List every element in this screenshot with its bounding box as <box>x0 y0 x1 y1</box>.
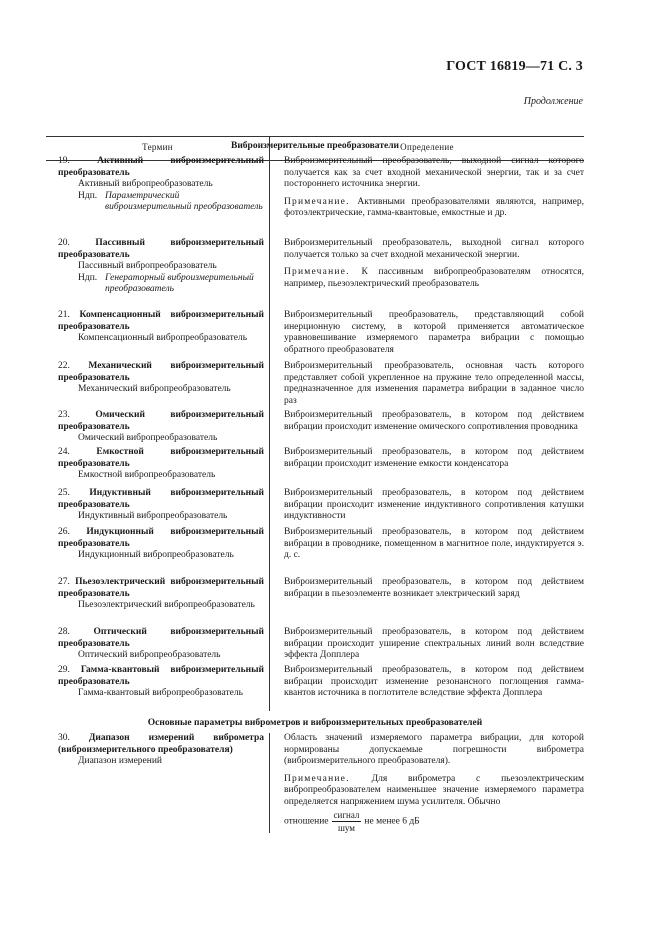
term-cell <box>58 733 264 768</box>
term-synonym: Пассивный вибропреобразователь <box>78 261 217 272</box>
definition-cell <box>284 361 584 407</box>
definition-text: Виброизмерительный преобразователь, в котором под действием вибрации происходит изменение индуктивного сопротивления катушки индуктивности <box>284 488 584 522</box>
term-synonym: Механический вибропреобразователь <box>78 384 231 395</box>
term-number: 23. <box>58 410 96 420</box>
term-name-line <box>58 577 264 600</box>
definition-text: Виброизмерительный преобразователь, в котором под действием вибрации в проводнике, помещенном в магнитное поле, индуктируется э. д. с. <box>284 527 584 561</box>
definition-cell <box>284 410 584 433</box>
formula-prefix: отношение <box>284 816 329 827</box>
term-name-line <box>58 361 264 384</box>
note-text: Для виброметра с пьезоэлектрическим вибропреобразователем наименьшее значение измеряемого параметра определяется напряжением шума усилителя. Обычно <box>284 773 584 807</box>
term-synonym: Гамма-квантовый вибропреобразователь <box>78 688 243 699</box>
section-heading-transducers-visible: Виброизмерительные преобразователи <box>230 141 400 151</box>
definition-text: Виброизмерительный преобразователь, в котором под действием вибрации происходит изменение резонансного поглощения гамма-квантов источника в поглотителе вследствие эффекта Допплера <box>284 665 584 699</box>
term-name-line <box>58 447 264 470</box>
term-name: Диапазон измерений виброметра (виброизмерительного преобразователя) <box>58 733 264 755</box>
deprecated-label: Ндп. <box>78 272 98 283</box>
term-cell <box>58 238 264 296</box>
note-label: Примечание. <box>284 196 358 207</box>
definition-cell <box>284 577 584 600</box>
term-cell <box>58 527 264 562</box>
term-name: Пьезоэлектрический виброизмерительный преобразователь <box>58 577 265 599</box>
term-name: Индуктивный виброизмерительный преобразователь <box>58 488 264 510</box>
term-cell <box>58 447 264 482</box>
term-synonym: Диапазон измерений <box>78 756 163 767</box>
table-top-rule <box>46 136 584 137</box>
note-text: Активными преобразователями являются, например, фотоэлектрические, гамма-квантовые, емкостные и др. <box>284 196 585 219</box>
page-header: ГОСТ 16819—71 С. 3 <box>446 59 583 74</box>
term-deprecated <box>58 191 264 214</box>
term-number: 27. <box>58 577 76 587</box>
term-name-line <box>58 665 264 688</box>
definition-cell <box>284 527 584 562</box>
term-number: 30. <box>58 733 89 743</box>
definition-cell <box>284 310 584 356</box>
note-label: Примечание. <box>284 267 362 278</box>
term-number: 29. <box>58 665 81 675</box>
column-header-definition: Определение <box>400 142 454 152</box>
term-synonym: Омический вибропреобразователь <box>78 433 218 444</box>
term-name: Оптический виброизмерительный преобразователь <box>58 627 265 649</box>
term-number: 21. <box>58 310 80 320</box>
ratio-fraction <box>332 809 362 834</box>
term-synonym: Компенсационный вибропреобразователь <box>78 333 248 344</box>
term-name: Индукционный виброизмерительный преобразователь <box>58 527 264 549</box>
term-number: 26. <box>58 527 87 537</box>
definition-text: Виброизмерительный преобразователь, представляющий собой инерционную систему, в которой применяется автоматическое уравновешивание измеряемого параметра вибрации с помощью обратного преобразователя <box>284 310 584 355</box>
column-header-term: Термин <box>142 142 173 152</box>
term-cell <box>58 488 264 523</box>
term-cell <box>58 410 264 445</box>
term-name-line <box>58 733 264 756</box>
term-name-line <box>58 527 264 550</box>
term-number: 28. <box>58 627 94 637</box>
note-formula <box>284 809 584 834</box>
term-cell <box>58 627 264 662</box>
definition-cell <box>284 488 584 523</box>
definition-text: Виброизмерительный преобразователь, в котором под действием вибрации происходит изменение емкости конденсатора <box>284 447 584 469</box>
deprecated-term: Параметрический виброизмерительный преобразователь <box>105 190 263 213</box>
definition-cell <box>284 447 584 470</box>
definition-text: Виброизмерительный преобразователь, в котором под действием вибрации происходит уширение спектральных линий волн вследствие эффекта Допплера <box>284 627 584 661</box>
definition-note <box>284 267 584 290</box>
term-name: Емкостной виброизмерительный преобразователь <box>58 447 265 469</box>
term-number: 24. <box>58 447 97 457</box>
term-cell <box>58 310 264 345</box>
term-synonym: Емкостной вибропреобразователь <box>78 470 216 481</box>
section-heading-parameters: Основные параметры виброметров и виброизмерительных преобразователей <box>147 718 483 728</box>
term-synonym: Пьезоэлектрический вибропреобразователь <box>78 600 255 611</box>
definition-text: Виброизмерительный преобразователь, в котором под действием вибрации происходит изменение омического сопротивления проводника <box>284 410 584 432</box>
term-cell <box>58 577 264 612</box>
term-name-line <box>58 488 264 511</box>
definition-cell <box>284 733 584 834</box>
term-number: 19. <box>58 156 98 166</box>
term-synonym: Индуктивный вибропреобразователь <box>78 511 228 522</box>
term-number: 22. <box>58 361 89 371</box>
term-name: Компенсационный виброизмерительный преобразователь <box>58 310 265 332</box>
column-divider <box>269 156 270 711</box>
term-name: Активный виброизмерительный преобразователь <box>58 156 264 178</box>
term-name-line <box>58 156 264 179</box>
note-label: Примечание. <box>284 773 372 784</box>
term-number: 25. <box>58 488 90 498</box>
fraction-numerator: сигнал <box>333 809 360 820</box>
formula-suffix: не менее 6 дБ <box>364 816 420 827</box>
definition-text: Виброизмерительный преобразователь, выходной сигнал которого получается только за счет входной механической энергии. <box>284 238 584 260</box>
definition-cell <box>284 156 584 220</box>
term-name-line <box>58 627 264 650</box>
term-name-line <box>58 238 264 261</box>
term-synonym: Индукционный вибропреобразователь <box>78 550 234 561</box>
note-text: К пассивным вибропреобразователям относятся, например, пьезоэлектрический преобразователь <box>284 267 584 289</box>
fraction-denominator: шум <box>337 822 355 833</box>
definition-note <box>284 197 584 220</box>
definition-text: Виброизмерительный преобразователь, выходной сигнал которого получается как за счет входной механической энергии, так и за счет постороннего источника энергии. <box>284 156 584 190</box>
definition-text: Виброизмерительный преобразователь, в котором под действием вибрации в пьезоэлементе возникает электрический заряд <box>284 577 584 599</box>
definition-text: Область значений измеряемого параметра вибрации, для которой нормированы допускаемые погрешности виброметра (виброизмерительного преобразователя). <box>284 733 584 767</box>
term-cell <box>58 156 264 214</box>
term-name: Механический виброизмерительный преобразователь <box>58 361 265 383</box>
term-name: Гамма-квантовый виброизмерительный преобразователь <box>58 665 264 687</box>
term-name: Пассивный виброизмерительный преобразователь <box>58 238 264 260</box>
column-divider <box>269 733 270 833</box>
term-deprecated <box>58 273 264 296</box>
term-cell <box>58 665 264 700</box>
definition-cell <box>284 238 584 290</box>
term-name-line <box>58 410 264 433</box>
deprecated-term: Генераторный виброизмерительный преобразователь <box>105 272 254 295</box>
term-cell <box>58 361 264 396</box>
definition-note <box>284 774 584 834</box>
definition-cell <box>284 665 584 700</box>
continuation-label: Продолжение <box>523 96 583 107</box>
term-name-line <box>58 310 264 333</box>
deprecated-label: Ндп. <box>78 190 98 201</box>
definition-text: Виброизмерительный преобразователь, основная часть которого представляет собой укрепленное на пружине тело определенной массы, предназначенное для изменения параметра вибрации в заданное число раз <box>284 361 584 406</box>
term-name: Омический виброизмерительный преобразователь <box>58 410 264 432</box>
definition-cell <box>284 627 584 662</box>
term-synonym: Активный вибропреобразователь <box>78 179 213 190</box>
term-number: 20. <box>58 238 96 248</box>
term-synonym: Оптический вибропреобразователь <box>78 650 221 661</box>
